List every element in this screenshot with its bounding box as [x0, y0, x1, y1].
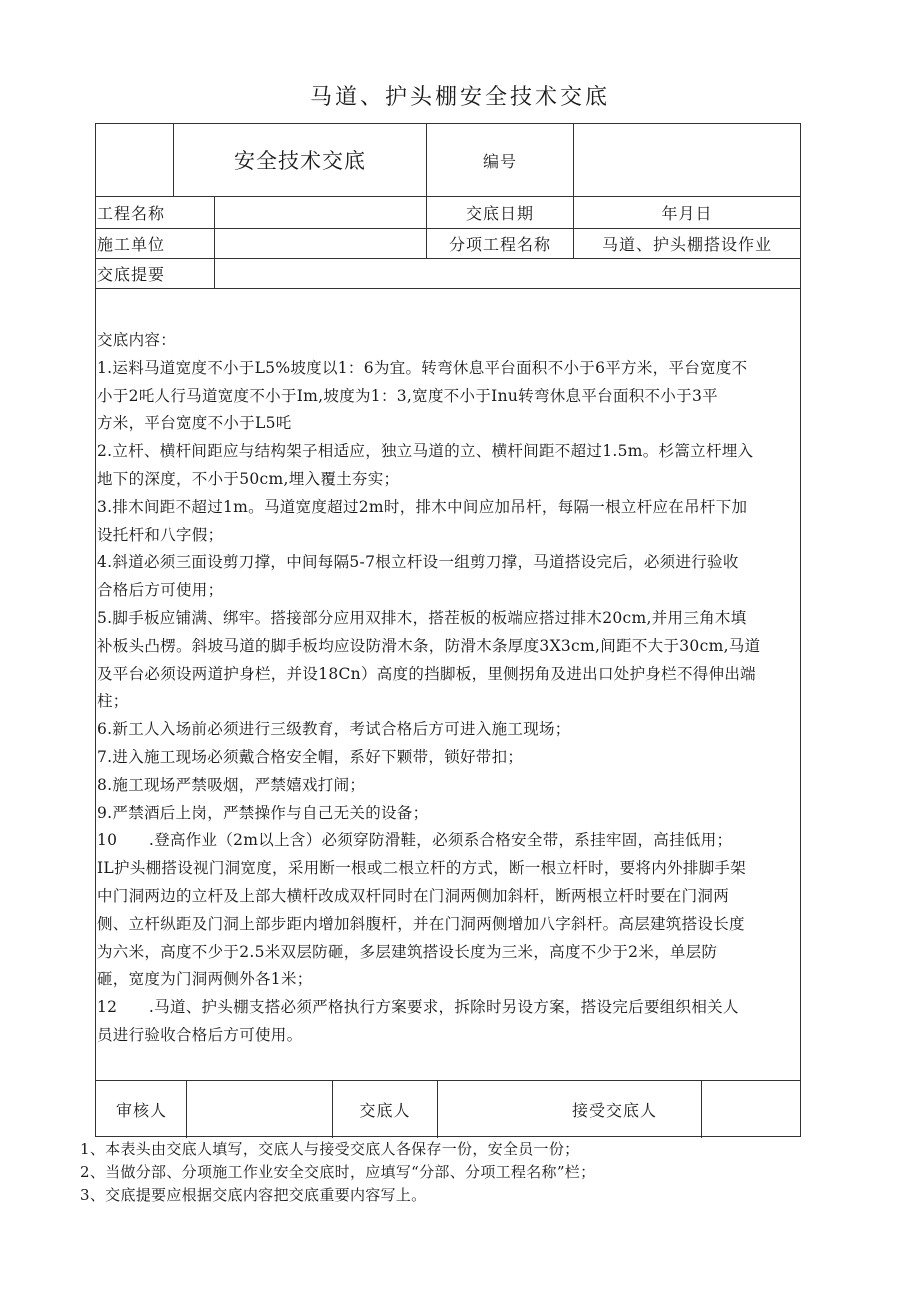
content-heading: 交底内容：	[97, 331, 177, 349]
content-line: 员进行验收合格后方可使用。	[97, 1025, 303, 1044]
content-line: 地下的深度，不小于50cm,埋入覆土夯实；	[97, 469, 400, 488]
date-field[interactable]: 年月日	[661, 204, 713, 223]
date-label: 交底日期	[465, 204, 534, 223]
construction-unit-label: 施工单位	[97, 235, 166, 254]
project-name-label: 工程名称	[97, 204, 166, 223]
row-divider	[96, 288, 800, 289]
disclosure-form	[95, 123, 801, 1137]
disclosure-content	[97, 327, 797, 1050]
reviewer-field[interactable]	[187, 1081, 332, 1137]
sub-project-field[interactable]: 马道、护头棚搭设作业	[601, 235, 772, 254]
content-line: 小于2吒人行马道宽度不小于Im,坡度为1：3,宽度不小于Inu转弯休息平台面积不小于3平	[97, 386, 718, 405]
document-title: 马道、护头棚安全技术交底	[309, 85, 610, 110]
form-heading: 安全技术交底	[234, 149, 366, 173]
footnotes	[80, 1138, 595, 1207]
summary-label: 交底提要	[97, 265, 166, 284]
footnote: 2、当做分部、分项施工作业安全交底时，应填写“分部、分项工程名称”栏；	[80, 1163, 596, 1181]
content-line: 合格后方可使用；	[97, 581, 224, 600]
content-line: 3.排木间距不超过1m。马道宽度超过2m时，排木中间应加吊杆，每隔一根立杆应在吊杆下加	[97, 497, 748, 516]
sub-project-label: 分项工程名称	[448, 235, 551, 254]
discloser-field[interactable]	[438, 1081, 528, 1137]
content-line: IL护头棚搭设视门洞宽度，采用断一根或二根立杆的方式，断一根立杆时，要将内外排脚手架	[97, 859, 747, 878]
reviewer-label: 审核人	[115, 1100, 167, 1120]
number-label: 编号	[482, 151, 517, 171]
content-line: 4.斜道必须三面设剪刀撑，中间每隔5-7根立杆设一组剪刀撑，马道搭设完后，必须进行验收	[97, 553, 739, 572]
content-line: 补板头凸楞。斜坡马道的脚手板均应设防滑木条，防滑木条厚度3X3cm,间距不大于30cm,马道	[97, 636, 761, 655]
construction-unit-field[interactable]	[215, 229, 426, 258]
receiver-label: 接受交底人	[571, 1100, 657, 1120]
footnote: 3、交底提要应根据交底内容把交底重要内容写上。	[80, 1186, 427, 1204]
content-line: 为六米，高度不少于2.5米双层防砸，多层建筑搭设长度为三米，高度不少于2米，单层防	[97, 942, 718, 961]
project-name-field[interactable]	[215, 197, 426, 228]
content-line: 侧、立杆纵距及门洞上部步距内增加斜腹杆，并在门洞两侧增加八字斜杆。高层建筑搭设长度	[97, 914, 745, 933]
summary-field[interactable]	[215, 259, 800, 288]
content-line: 10 .登高作业（2m以上含）必须穿防滑鞋，必须系合格安全带，系挂牢固，高挂低用；	[97, 831, 733, 850]
discloser-label: 交底人	[359, 1100, 411, 1120]
content-line: 5.脚手板应铺满、绑牢。搭接部分应用双排木，搭茬板的板端应搭过排木20cm,并用三角木填	[97, 608, 747, 627]
footnote: 1、本表头由交底人填写，交底人与接受交底人各保存一份，安全员一份；	[80, 1140, 580, 1158]
content-line: 方米，平台宽度不小于L5吒	[97, 414, 292, 433]
content-line: 8.施工现场严禁吸烟，严禁嬉戏打闹；	[97, 775, 366, 794]
content-line: 7.进入施工现场必须戴合格安全帽，系好下颗带，锁好带扣；	[97, 747, 524, 766]
content-line: 2.立杆、横杆间距应与结构架子相适应，独立马道的立、横杆间距不超过1.5m。杉篙立杆埋入	[97, 442, 754, 461]
content-line: 柱；	[97, 692, 129, 711]
content-line: 砸，宽度为门洞两侧外各1米；	[97, 970, 313, 989]
content-line: 9.严禁酒后上岗，严禁操作与自己无关的设备；	[97, 803, 429, 822]
content-line: 1.运料马道宽度不小于L5%坡度以1：6为宜。转弯休息平台面积不小于6平方米，平台宽度不	[97, 358, 748, 377]
content-line: 中门洞两边的立杆及上部大横杆改成双杆同时在门洞两侧加斜杆，断两根立杆时要在门洞两	[97, 886, 730, 905]
content-line: 6.新工人入场前必须进行三级教育，考试合格后方可进入施工现场；	[97, 720, 571, 739]
receiver-field[interactable]	[702, 1081, 800, 1137]
content-line: 及平台必须设两道护身栏，并设18Cn）高度的挡脚板，里侧拐角及进出口处护身栏不得伸出端	[97, 664, 756, 683]
content-line: 12 .马道、护头棚支搭必须严格执行方案要求，拆除时另设方案，搭设完后要组织相关人	[97, 998, 739, 1017]
content-line: 设托杆和八字假；	[97, 525, 224, 544]
number-field[interactable]	[574, 124, 800, 196]
